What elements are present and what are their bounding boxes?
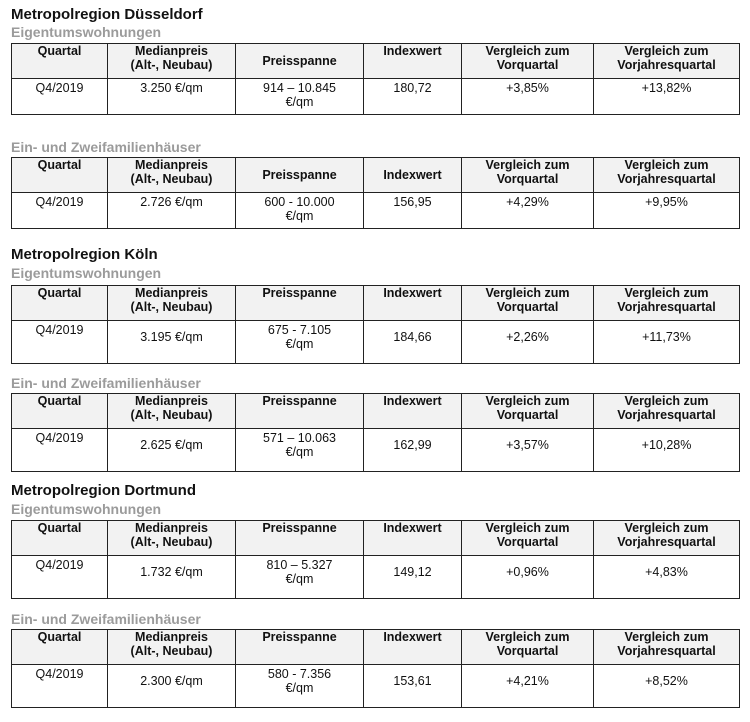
cell-preisspanne: 810 – 5.327 €/qm: [236, 556, 364, 599]
header-medianpreis: Medianpreis (Alt-, Neubau): [108, 158, 236, 193]
price-table: [11, 157, 740, 229]
header-vergleich-vorquartal: Vergleich zum Vorquartal: [462, 44, 594, 79]
header-vergleich-vorquartal: Vergleich zum Vorquartal: [462, 630, 594, 665]
cell-vergleich-vorquartal: +4,29%: [462, 193, 594, 229]
cell-vergleich-vorquartal: +2,26%: [462, 321, 594, 364]
price-table: [11, 43, 740, 115]
header-indexwert: Indexwert: [364, 630, 462, 665]
header-preisspanne: Preisspanne: [236, 394, 364, 429]
header-medianpreis: Medianpreis (Alt-, Neubau): [108, 521, 236, 556]
header-vergleich-vorjahresquartal: Vergleich zum Vorjahresquartal: [594, 286, 740, 321]
header-vergleich-vorquartal: Vergleich zum Vorquartal: [462, 286, 594, 321]
cell-quartal: Q4/2019: [12, 556, 108, 599]
header-medianpreis: Medianpreis (Alt-, Neubau): [108, 44, 236, 79]
header-vergleich-vorjahresquartal: Vergleich zum Vorjahresquartal: [594, 521, 740, 556]
table-row: [12, 429, 740, 472]
cell-preisspanne: 600 - 10.000 €/qm: [236, 193, 364, 229]
cell-medianpreis: 3.195 €/qm: [108, 321, 236, 364]
table-header-row: [12, 158, 740, 193]
header-quartal: Quartal: [12, 44, 108, 79]
category-label: Eigentumswohnungen: [11, 501, 162, 517]
cell-quartal: Q4/2019: [12, 79, 108, 115]
category-label: Eigentumswohnungen: [11, 265, 162, 281]
cell-quartal: Q4/2019: [12, 429, 108, 472]
cell-vergleich-vorjahresquartal: +13,82%: [594, 79, 740, 115]
cell-indexwert: 184,66: [364, 321, 462, 364]
cell-quartal: Q4/2019: [12, 193, 108, 229]
cell-quartal: Q4/2019: [12, 321, 108, 364]
header-vergleich-vorquartal: Vergleich zum Vorquartal: [462, 521, 594, 556]
cell-medianpreis: 2.300 €/qm: [108, 665, 236, 708]
cell-vergleich-vorjahresquartal: +8,52%: [594, 665, 740, 708]
cell-medianpreis: 2.726 €/qm: [108, 193, 236, 229]
table-row: [12, 193, 740, 229]
category-label: Ein- und Zweifamilienhäuser: [11, 139, 201, 155]
header-vergleich-vorjahresquartal: Vergleich zum Vorjahresquartal: [594, 158, 740, 193]
cell-quartal: Q4/2019: [12, 665, 108, 708]
cell-vergleich-vorjahresquartal: +9,95%: [594, 193, 740, 229]
header-vergleich-vorjahresquartal: Vergleich zum Vorjahresquartal: [594, 394, 740, 429]
price-table: [11, 285, 740, 364]
header-preisspanne: Preisspanne: [236, 630, 364, 665]
cell-preisspanne: 580 - 7.356 €/qm: [236, 665, 364, 708]
cell-indexwert: 156,95: [364, 193, 462, 229]
header-indexwert: Indexwert: [364, 394, 462, 429]
table-row: [12, 79, 740, 115]
header-indexwert: Indexwert: [364, 521, 462, 556]
header-vergleich-vorjahresquartal: Vergleich zum Vorjahresquartal: [594, 630, 740, 665]
region-title: Metropolregion Köln: [11, 246, 158, 263]
cell-vergleich-vorjahresquartal: +11,73%: [594, 321, 740, 364]
category-label: Ein- und Zweifamilienhäuser: [11, 611, 201, 627]
cell-vergleich-vorquartal: +4,21%: [462, 665, 594, 708]
cell-medianpreis: 2.625 €/qm: [108, 429, 236, 472]
cell-indexwert: 162,99: [364, 429, 462, 472]
header-quartal: Quartal: [12, 286, 108, 321]
category-label: Eigentumswohnungen: [11, 24, 162, 40]
header-vergleich-vorquartal: Vergleich zum Vorquartal: [462, 394, 594, 429]
cell-preisspanne: 914 – 10.845 €/qm: [236, 79, 364, 115]
header-vergleich-vorjahresquartal: Vergleich zum Vorjahresquartal: [594, 44, 740, 79]
header-quartal: Quartal: [12, 630, 108, 665]
header-indexwert: Indexwert: [364, 44, 462, 79]
region-title: Metropolregion Düsseldorf: [11, 6, 203, 23]
price-table: [11, 393, 740, 472]
price-table: [11, 520, 740, 599]
table-header-row: [12, 286, 740, 321]
header-medianpreis: Medianpreis (Alt-, Neubau): [108, 286, 236, 321]
cell-preisspanne: 675 - 7.105 €/qm: [236, 321, 364, 364]
header-quartal: Quartal: [12, 521, 108, 556]
header-preisspanne: Preisspanne: [236, 521, 364, 556]
table-row: [12, 556, 740, 599]
header-medianpreis: Medianpreis (Alt-, Neubau): [108, 394, 236, 429]
cell-preisspanne: 571 – 10.063 €/qm: [236, 429, 364, 472]
header-indexwert: Indexwert: [364, 286, 462, 321]
region-title: Metropolregion Dortmund: [11, 482, 196, 499]
header-indexwert: Indexwert: [364, 158, 462, 193]
header-preisspanne: Preisspanne: [236, 286, 364, 321]
header-vergleich-vorquartal: Vergleich zum Vorquartal: [462, 158, 594, 193]
header-preisspanne: Preisspanne: [236, 44, 364, 79]
cell-medianpreis: 1.732 €/qm: [108, 556, 236, 599]
header-quartal: Quartal: [12, 158, 108, 193]
cell-indexwert: 153,61: [364, 665, 462, 708]
cell-medianpreis: 3.250 €/qm: [108, 79, 236, 115]
table-header-row: [12, 44, 740, 79]
cell-vergleich-vorquartal: +3,85%: [462, 79, 594, 115]
category-label: Ein- und Zweifamilienhäuser: [11, 375, 201, 391]
cell-vergleich-vorjahresquartal: +10,28%: [594, 429, 740, 472]
header-preisspanne: Preisspanne: [236, 158, 364, 193]
table-row: [12, 321, 740, 364]
table-header-row: [12, 521, 740, 556]
cell-indexwert: 149,12: [364, 556, 462, 599]
cell-vergleich-vorquartal: +3,57%: [462, 429, 594, 472]
cell-indexwert: 180,72: [364, 79, 462, 115]
table-header-row: [12, 394, 740, 429]
cell-vergleich-vorquartal: +0,96%: [462, 556, 594, 599]
price-table: [11, 629, 740, 708]
table-row: [12, 665, 740, 708]
cell-vergleich-vorjahresquartal: +4,83%: [594, 556, 740, 599]
header-medianpreis: Medianpreis (Alt-, Neubau): [108, 630, 236, 665]
header-quartal: Quartal: [12, 394, 108, 429]
table-header-row: [12, 630, 740, 665]
